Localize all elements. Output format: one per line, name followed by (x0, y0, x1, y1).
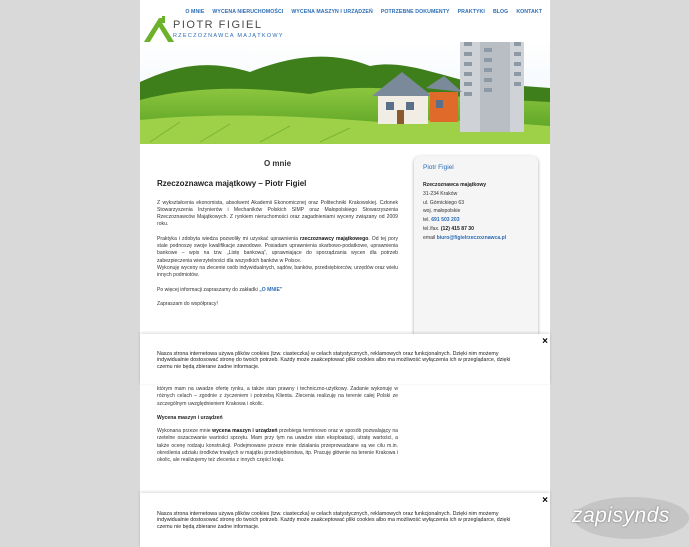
nav-item-o-mnie[interactable]: O MNIE (185, 9, 205, 15)
top-nav (140, 0, 550, 24)
highlight-wycena-maszyn: wycena maszyn i urządzeń (212, 428, 278, 435)
contact-fax-row (423, 225, 506, 234)
text-span: Po więcej informacji zapraszamy do zakładki (157, 286, 260, 293)
main-content-lower (157, 386, 398, 472)
contact-phone[interactable]: 691 503 203 (431, 217, 460, 224)
contact-card-title: Piotr Figiel (423, 164, 454, 171)
watermark-text: zapisynds (572, 504, 670, 527)
contact-street: ul. Górnickiego 63 (423, 199, 465, 206)
contact-email-row (423, 234, 506, 243)
phone-label: tel. (423, 217, 430, 224)
logo-name: PIOTR FIGIEL (173, 19, 263, 31)
cookie-text-duplicate: Nasza strona internetowa używa plików cookies (tzw. ciasteczka) w celach statystycznych, reklamowych oraz funkcjonalnych. Dzięki nim możemy indywidualnie dostosować stronę do twoich potrzeb. Każdy może zaakceptować pliki cookies albo ma możliwość wyłączenia ich w przeglądarce, dzięki czemu nie będą zbierane żadne informacje. (157, 511, 511, 530)
text-span: Wykonuję wyceny na zlecenie osób indywidualnych, sądów, banków, przedsiębiorców, urzędów oraz wielu innych podmiotów. (157, 264, 398, 279)
contact-phone-row (423, 216, 506, 225)
nav-item-wycena-nieruchomosci[interactable]: WYCENA NIERUCHOMOŚCI (212, 9, 284, 15)
page-title: O mnie (263, 159, 292, 168)
paragraph-invite: Zapraszam do współpracy! (157, 300, 218, 307)
text-span: Wykonana przeze mnie (157, 428, 213, 435)
main-heading: Rzeczoznawca majątkowy – Piotr Figiel (157, 179, 307, 189)
nav-item-blog[interactable]: BLOG (492, 9, 509, 15)
paragraph-more-info (157, 287, 398, 294)
watermark (574, 497, 689, 539)
cookie-close-button-duplicate[interactable]: × (542, 495, 548, 506)
contact-fax: (12) 415 87 30 (440, 225, 474, 232)
contact-card (414, 156, 538, 356)
contact-postcode: 31-234 Kraków (423, 190, 458, 197)
sub-heading-machines: Wycena maszyn i urządzeń (157, 414, 223, 421)
cookie-close-button[interactable]: × (542, 336, 548, 347)
nav-item-wycena-maszyn[interactable]: WYCENA MASZYN I URZĄDZEŃ (291, 9, 373, 15)
cookie-banner (140, 334, 550, 384)
nav-item-kontakt[interactable]: KONTAKT (516, 9, 542, 15)
email-label: email (423, 234, 436, 241)
contact-card-body (423, 181, 506, 243)
highlight-rzeczoznawca: rzeczoznawcy majątkowego (300, 235, 369, 242)
fax-label: tel./fax. (423, 225, 440, 232)
nav-item-potrzebne-dokumenty[interactable]: POTRZEBNE DOKUMENTY (380, 9, 450, 15)
text-span: Praktyka i zdobyta wiedza pozwoliły mi uzyskać uprawnienia (157, 235, 301, 242)
header-banner-image (140, 42, 550, 144)
logo-tagline: RZECZOZNAWCA MAJĄTKOWY (173, 33, 284, 39)
contact-role: Rzeczoznawca majątkowy (423, 182, 487, 188)
paragraph-valuation: którym mam na uwadze ofertę rynku, a także stan prawny i techniczno-użytkowy. Zadanie wykonuję w różnych celach – zgodnie z życzeniem i potrzebą Klienta. Zlecenia realizuję na terenie całej Polski ze szczególnym uwzględnieniem Krakowa i okolic. (157, 386, 398, 407)
paragraph-education: Z wykształcenia ekonomista, absolwent Akademii Ekonomicznej oraz Politechniki Krakowskiej. Członek Stowarzyszenia Inżynierów i Mechaników Polskich SIMP oraz Małopolskiego Stowarzyszenia Rzeczoznawców Majątkowych. Z rynkiem nieruchomości oraz zagadnieniami wyceny związany od 2009 roku. (157, 199, 398, 228)
page-container (140, 0, 550, 547)
contact-region: woj. małopolskie (423, 208, 461, 215)
cookie-text: Nasza strona internetowa używa plików cookies (tzw. ciasteczka) w celach statystycznych, reklamowych oraz funkcjonalnych. Dzięki nim możemy indywidualnie dostosować stronę do twoich potrzeb. Każdy może zaakceptować pliki cookies albo ma możliwość wyłączenia ich w przeglądarce, dzięki czemu nie będą zbierane żadne informacje. (157, 351, 511, 370)
cookie-banner-duplicate (140, 493, 550, 547)
o-mnie-link[interactable]: „O MNIE” (259, 286, 283, 293)
text-span: . Od tej pory stale podnoszę swoje kwalifikacje zawodowe. Posiadam uprawnienia skarbowo-podatkowe, uprawnienia bankowe – wpis na tzw. „Listę bankową”, uprawniające do sporządzania wycen dla potrzeb zabezpieczenia wierzytelności dla wszystkich banków w Polsce. (157, 235, 398, 264)
paragraph-machines (157, 428, 398, 464)
text-span: przebiega terminowo oraz w sposób pozwalający na rzetelne oszacowanie wartości sprzętu. Mam przy tym na uwadze stan eksploatacji, utratę wartości, a także ocenę rodzaju konstrukcji. Podejmowane przeze mnie działania przeprowadzane są we cilu m.in. określenia udziału środków trwałych w majątku przedsiębiorstwa, itp. Pracuję głównie na terenie Krakowa i okolic, ale realizujemy też zlecenia z innych części kraju. (157, 428, 398, 464)
main-content (157, 160, 398, 315)
nav-item-praktyki[interactable]: PRAKTYKI (457, 9, 485, 15)
contact-email-link[interactable]: biuro@figielrzeczoznawca.pl (436, 234, 507, 241)
paragraph-qualifications (157, 236, 398, 280)
